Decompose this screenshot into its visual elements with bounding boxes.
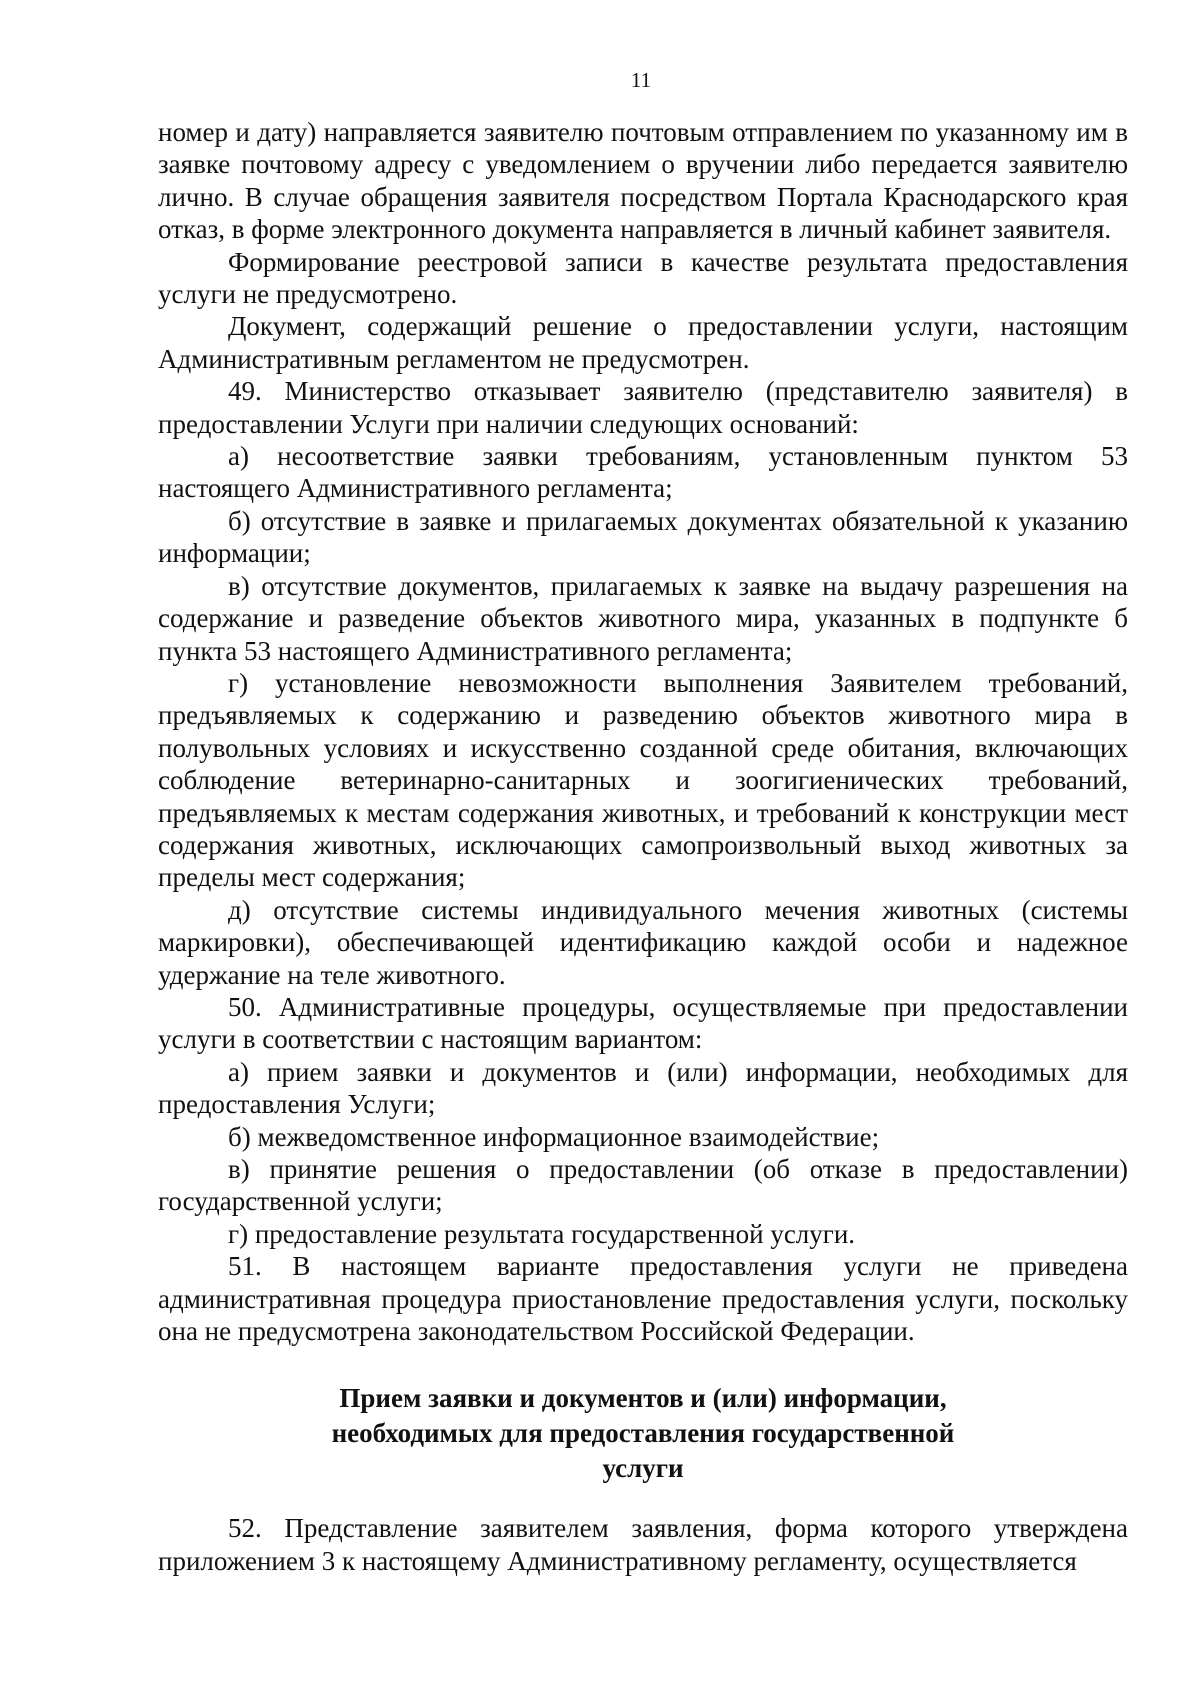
- paragraph: Формирование реестровой записи в качестве результата предоставления услуги не предусмотрено.: [158, 246, 1128, 310]
- section-heading-line: услуги: [602, 1453, 684, 1484]
- section-heading-line: Прием заявки и документов и (или) информации,: [339, 1383, 947, 1414]
- list-item: г) установление невозможности выполнения Заявителем требований, предъявляемых к содержанию и разведению объектов животного мира в полувольных условиях и искусственно созданной среде обитания, включающих соблюдение ветеринарно-санитарных и зоогигиенических требований, предъявляемых к местам содержания животных, и требований к конструкции мест содержания животных, исключающих самопроизвольный выход животных за пределы мест содержания;: [158, 667, 1128, 893]
- paragraph: Документ, содержащий решение о предоставлении услуги, настоящим Административным регламентом не предусмотрен.: [158, 311, 1128, 374]
- paragraph: 52. Представление заявителем заявления, форма которого утверждена приложением 3 к настоящему Административному регламенту, осуществляется: [158, 1513, 1128, 1576]
- list-item: в) принятие решения о предоставлении (об отказе в предоставлении) государственной услуги;: [158, 1154, 1128, 1217]
- list-item: г) предоставление результата государственной услуги.: [228, 1218, 856, 1249]
- paragraph: 49. Министерство отказывает заявителю (представителю заявителя) в предоставлении Услуги при наличии следующих оснований:: [158, 376, 1128, 439]
- paragraph: 50. Административные процедуры, осуществляемые при предоставлении услуги в соответствии с настоящим вариантом:: [158, 991, 1128, 1055]
- paragraph: 51. В настоящем варианте предоставления услуги не приведена административная процедура приостановление предоставления услуги, поскольку она не предусмотрена законодательством Российской Федерации.: [158, 1251, 1128, 1347]
- list-item: б) межведомственное информационное взаимодействие;: [228, 1121, 880, 1152]
- page-number: 11: [630, 68, 652, 92]
- list-item: б) отсутствие в заявке и прилагаемых документах обязательной к указанию информации;: [158, 505, 1128, 569]
- list-item: а) прием заявки и документов и (или) информации, необходимых для предоставления Услуги;: [158, 1056, 1128, 1120]
- section-heading: [158, 1381, 1128, 1486]
- section-heading-line: необходимых для предоставления государственной: [331, 1418, 955, 1449]
- list-item: а) несоответствие заявки требованиям, установленным пунктом 53 настоящего Административного регламента;: [158, 441, 1128, 504]
- list-item: в) отсутствие документов, прилагаемых к заявке на выдачу разрешения на содержание и разведение объектов животного мира, указанных в подпункте б пункта 53 настоящего Административного регламента;: [158, 570, 1128, 666]
- list-item: д) отсутствие системы индивидуального мечения животных (системы маркировки), обеспечивающей идентификацию каждой особи и надежное удержание на теле животного.: [158, 894, 1128, 990]
- document-body: [158, 116, 1128, 1577]
- paragraph: номер и дату) направляется заявителю почтовым отправлением по указанному им в заявке почтовому адресу с уведомлением о вручении либо передается заявителю лично. В случае обращения заявителя посредством Портала Краснодарского края отказ, в форме электронного документа направляется в личный кабинет заявителя.: [158, 117, 1128, 245]
